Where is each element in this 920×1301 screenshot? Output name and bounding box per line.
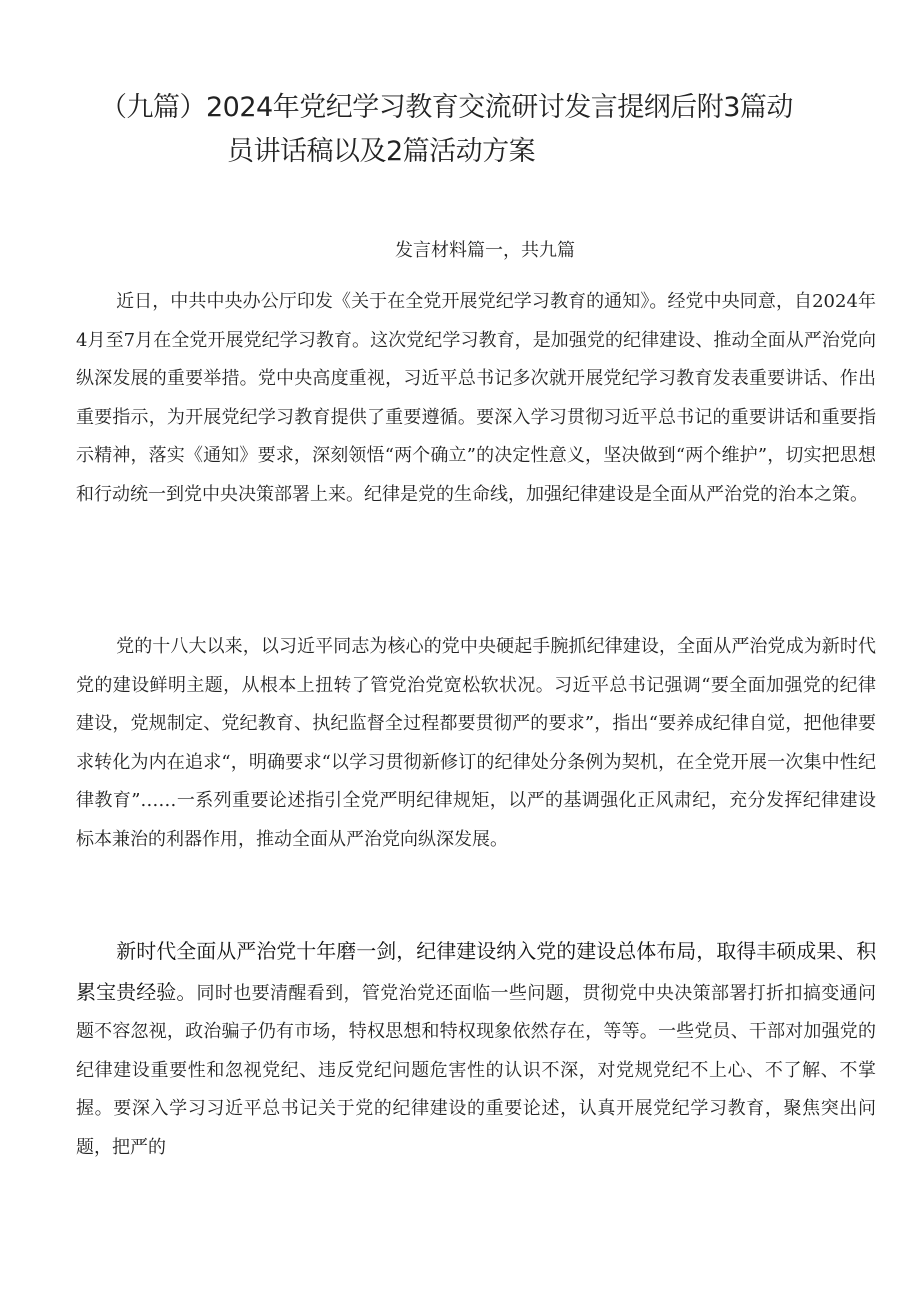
paragraph-2 [76, 628, 876, 859]
title-line-1: （九篇）2024年党纪学习教育交流研讨发言提纲后附3篇动 [100, 92, 793, 123]
title-line-2: 员讲话稿以及2篇活动方案 [227, 136, 536, 167]
section-subtitle: 发言材料篇一，共九篇 [395, 240, 575, 261]
paragraph-3 [76, 932, 876, 1167]
document-title [100, 86, 860, 174]
paragraph-3-lead: 新时代全面从严治党十年磨一剑，纪律建设纳入党的建设总体布局，取得丰硕成果、积累宝贵经验。 [76, 939, 876, 1004]
paragraph-1-text: 近日，中共中央办公厅印发《关于在全党开展党纪学习教育的通知》。经党中央同意，自2024年4月至7月在全党开展党纪学习教育。这次党纪学习教育，是加强党的纪律建设、推动全面从严治党向纵深发展的重要举措。党中央高度重视，习近平总书记多次就开展党纪学习教育发表重要讲话、作出重要指示，为开展党纪学习教育提供了重要遵循。要深入学习贯彻习近平总书记的重要讲话和重要指示精神，落实《通知》要求，深刻领悟“两个确立”的决定性意义，坚决做到“两个维护”，切实把思想和行动统一到党中央决策部署上来。纪律是党的生命线，加强纪律建设是全面从严治党的治本之策。 [76, 291, 876, 505]
paragraph-3-text: 同时也要清醒看到，管党治党还面临一些问题，贯彻党中央决策部署打折扣搞变通问题不容忽视，政治骗子仍有市场，特权思想和特权现象依然存在，等等。一些党员、干部对加强党的纪律建设重要性和忽视党纪、违反党纪问题危害性的认识不深，对党规党纪不上心、不了解、不掌握。要深入学习习近平总书记关于党的纪律建设的重要论述，认真开展党纪学习教育，聚焦突出问题，把严的 [76, 982, 877, 1158]
paragraph-2-text: 党的十八大以来，以习近平同志为核心的党中央硬起手腕抓纪律建设，全面从严治党成为新时代党的建设鲜明主题，从根本上扭转了管党治党宽松软状况。习近平总书记强调“要全面加强党的纪律建设，党规制定、党纪教育、执纪监督全过程都要贯彻严的要求”，指出“要养成纪律自觉，把他律要求转化为内在追求“，明确要求“以学习贯彻新修订的纪律处分条例为契机，在全党开展一次集中性纪律教育”……一系列重要论述指引全党严明纪律规矩，以严的基调强化正风肃纪，充分发挥纪律建设标本兼治的利器作用，推动全面从严治党向纵深发展。 [76, 636, 876, 850]
paragraph-1 [76, 283, 876, 514]
